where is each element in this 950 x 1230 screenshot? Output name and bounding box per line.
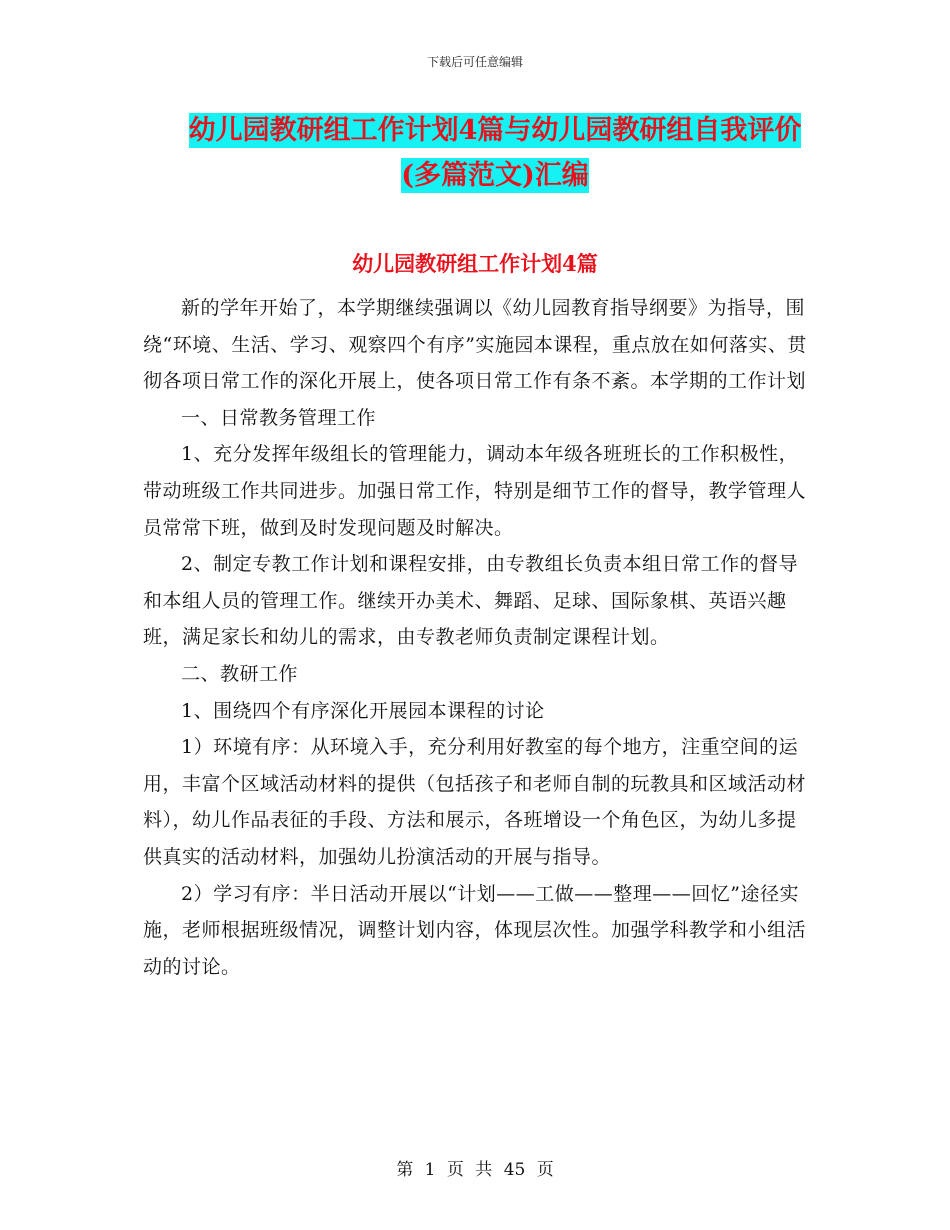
heading-daily-management: 一、日常教务管理工作 [181, 406, 377, 429]
page-footer: 第 1 页 共 45 页 [396, 1160, 554, 1180]
document-title-line-1: 幼儿园教研组工作计划4篇与幼儿园教研组自我评价 [188, 115, 802, 146]
heading-teaching-research: 二、教研工作 [181, 662, 299, 685]
paragraph: 1）环境有序：从环境入手，充分利用好教室的每个地方，注重空间的运用，丰富个区域活动材料的提供（包括孩子和老师自制的玩教具和区域活动材料），幼儿作品表征的手段、方法和展示，各班增设一个角色区，为幼儿多提供真实的活动材料，加强幼儿扮演活动的开展与指导。 [143, 736, 807, 868]
paragraph: 1、围绕四个有序深化开展园本课程的讨论 [181, 699, 545, 722]
paragraph: 2）学习有序：半日活动开展以“计划——工做——整理——回忆”途径实施，老师根据班级情况，调整计划内容，体现层次性。加强学科教学和小组活动的讨论。 [143, 882, 807, 978]
section-title: 幼儿园教研组工作计划4篇 [352, 251, 598, 276]
paragraph: 2、制定专教工作计划和课程安排，由专教组长负责本组日常工作的督导和本组人员的管理工作。继续开办美术、舞蹈、足球、国际象棋、英语兴趣班，满足家长和幼儿的需求，由专教老师负责制定课程计划。 [143, 553, 799, 649]
document-title-line-2: (多篇范文)汇编 [401, 160, 589, 191]
header-note: 下载后可任意编辑 [426, 55, 523, 69]
document-body [143, 290, 808, 985]
paragraph: 新的学年开始了，本学期继续强调以《幼儿园教育指导纲要》为指导，围绕“环境、生活、学习、观察四个有序”实施园本课程，重点放在如何落实、贯彻各项日常工作的深化开展上，使各项日常工作有条不紊。本学期的工作计划 [143, 297, 807, 393]
paragraph: 1、充分发挥年级组长的管理能力，调动本年级各班班长的工作积极性，带动班级工作共同进步。加强日常工作，特别是细节工作的督导，教学管理人员常常下班，做到及时发现问题及时解决。 [143, 443, 807, 539]
document-title [175, 108, 815, 198]
